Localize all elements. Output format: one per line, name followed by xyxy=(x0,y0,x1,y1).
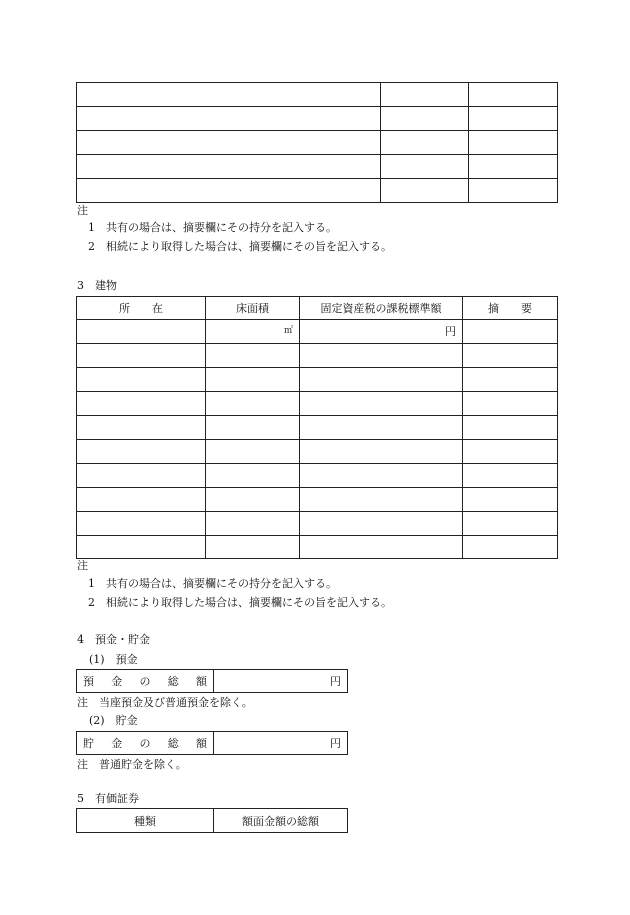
table-cell xyxy=(381,83,469,107)
table-cell xyxy=(463,464,558,488)
table-cell xyxy=(463,320,558,344)
table-cell xyxy=(206,392,300,416)
deposit-total-table xyxy=(76,669,348,693)
buildings-note-2: 2 相続により取得した場合は、摘要欄にその旨を記入する。 xyxy=(88,596,392,609)
table-row xyxy=(77,107,558,131)
table-cell xyxy=(463,440,558,464)
table-row xyxy=(77,670,348,693)
table-header-row xyxy=(77,809,348,833)
table-row xyxy=(77,464,558,488)
table-cell xyxy=(463,416,558,440)
table-row xyxy=(77,732,348,755)
deposit-total-unit: 円 xyxy=(214,670,348,693)
table-cell xyxy=(381,179,469,203)
table-cell xyxy=(77,368,206,392)
table-cell xyxy=(469,131,558,155)
table-cell xyxy=(206,488,300,512)
table-cell xyxy=(463,368,558,392)
table-cell xyxy=(77,131,381,155)
table-row xyxy=(77,83,558,107)
table-cell xyxy=(300,440,463,464)
table-cell xyxy=(381,131,469,155)
savings-note: 注 普通貯金を除く。 xyxy=(77,758,187,771)
land-note-2: 2 相続により取得した場合は、摘要欄にその旨を記入する。 xyxy=(88,240,392,253)
tax-base-unit: 円 xyxy=(300,320,463,344)
table-cell xyxy=(463,488,558,512)
table-cell xyxy=(77,320,206,344)
floor-area-unit: ㎡ xyxy=(206,320,300,344)
savings-total-label: 貯 金 の 総 額 xyxy=(77,732,214,755)
securities-table xyxy=(76,808,348,833)
table-cell xyxy=(300,392,463,416)
table-cell xyxy=(77,107,381,131)
table-cell xyxy=(381,155,469,179)
table-cell xyxy=(206,368,300,392)
land-note-1: 1 共有の場合は、摘要欄にその持分を記入する。 xyxy=(88,221,337,234)
header-remarks: 摘 要 xyxy=(463,297,558,320)
deposit-note: 注 当座預金及び普通預金を除く。 xyxy=(77,696,253,709)
header-security-type: 種類 xyxy=(77,809,214,833)
table-cell xyxy=(77,83,381,107)
savings-total-table xyxy=(76,731,348,755)
buildings-note-1: 1 共有の場合は、摘要欄にその持分を記入する。 xyxy=(88,577,337,590)
table-row xyxy=(77,179,558,203)
savings-total-unit: 円 xyxy=(214,732,348,755)
table-cell xyxy=(77,392,206,416)
table-row xyxy=(77,416,558,440)
table-cell xyxy=(206,344,300,368)
table-row xyxy=(77,368,558,392)
table-cell xyxy=(463,512,558,536)
table-row xyxy=(77,488,558,512)
table-header-row xyxy=(77,297,558,320)
securities-section-title: 5 有価証券 xyxy=(77,792,139,805)
table-cell xyxy=(77,536,206,559)
buildings-notes-title: 注 xyxy=(77,559,88,572)
table-cell xyxy=(77,344,206,368)
table-row xyxy=(77,512,558,536)
table-cell xyxy=(206,512,300,536)
table-cell xyxy=(300,368,463,392)
table-cell xyxy=(300,344,463,368)
table-cell xyxy=(300,464,463,488)
buildings-table xyxy=(76,296,558,559)
table-cell xyxy=(77,155,381,179)
header-floor-area: 床面積 xyxy=(206,297,300,320)
table-cell xyxy=(300,416,463,440)
header-location: 所 在 xyxy=(77,297,206,320)
table-cell xyxy=(77,179,381,203)
table-cell xyxy=(206,464,300,488)
table-row xyxy=(77,536,558,559)
table-cell xyxy=(469,107,558,131)
table-cell xyxy=(300,536,463,559)
table-cell xyxy=(206,536,300,559)
table-cell xyxy=(463,536,558,559)
table-cell xyxy=(469,155,558,179)
land-table xyxy=(76,82,558,203)
table-cell xyxy=(77,488,206,512)
table-row xyxy=(77,155,558,179)
table-cell xyxy=(77,464,206,488)
land-notes-title: 注 xyxy=(77,204,88,217)
table-row xyxy=(77,320,558,344)
table-cell xyxy=(300,512,463,536)
table-cell xyxy=(300,488,463,512)
table-cell xyxy=(381,107,469,131)
table-row xyxy=(77,344,558,368)
table-cell xyxy=(77,440,206,464)
table-cell xyxy=(77,512,206,536)
deposit-subtitle: (1) 預金 xyxy=(89,653,138,666)
table-row xyxy=(77,131,558,155)
table-row xyxy=(77,440,558,464)
header-face-value-total: 額面金額の総額 xyxy=(214,809,348,833)
table-cell xyxy=(469,179,558,203)
table-row xyxy=(77,392,558,416)
table-cell xyxy=(463,392,558,416)
savings-subtitle: (2) 貯金 xyxy=(89,714,138,727)
deposit-total-label: 預 金 の 総 額 xyxy=(77,670,214,693)
table-cell xyxy=(206,416,300,440)
table-cell xyxy=(463,344,558,368)
table-cell xyxy=(77,416,206,440)
table-cell xyxy=(469,83,558,107)
table-cell xyxy=(206,440,300,464)
header-tax-base: 固定資産税の課税標準額 xyxy=(300,297,463,320)
buildings-section-title: 3 建物 xyxy=(77,279,117,292)
deposits-section-title: 4 預金・貯金 xyxy=(77,633,150,646)
